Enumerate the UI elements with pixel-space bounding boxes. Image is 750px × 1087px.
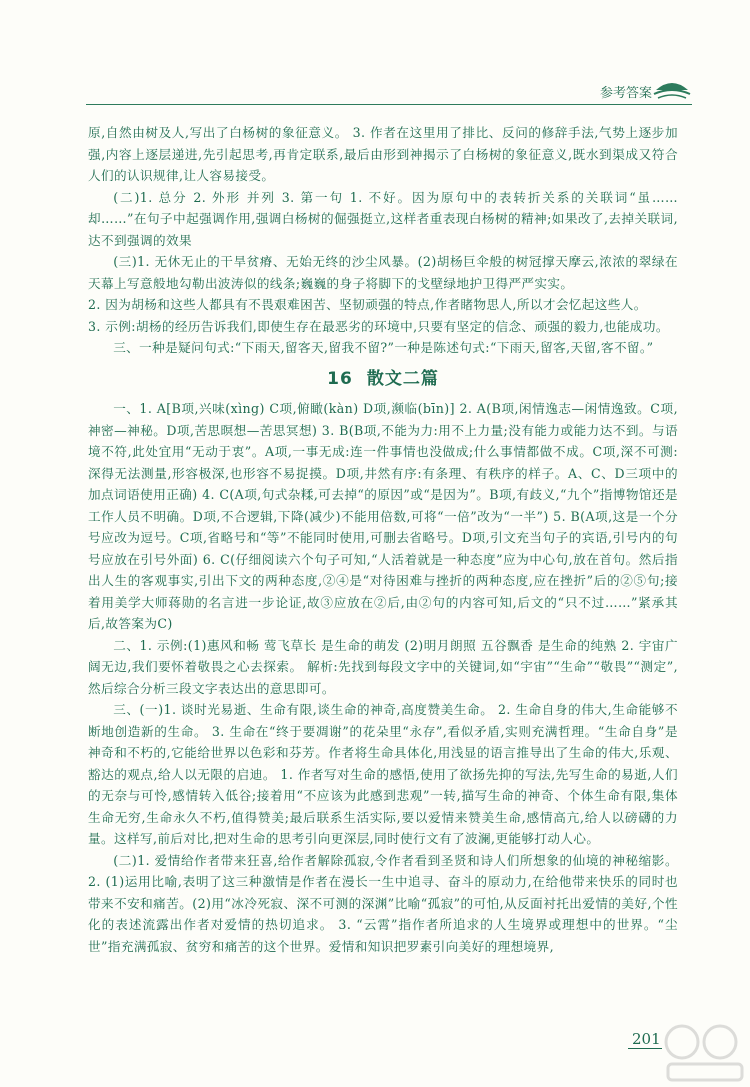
header-label: 参考答案 bbox=[599, 86, 652, 101]
paragraph: 三、(一)1. 谈时光易逝、生命有限,谈生命的神奇,高度赞美生命。 2. 生命自身的伟大,生命能够不断地创造新的生命。 3. 生命在“终于要凋谢”的花朵里“永存”,看似矛盾,实则充满哲理。“生命自身”是神奇和不朽的,它能给世界以色彩和芬芳。作者将生命具体化,用浅显的语言推导出了生命的伟大,乐观、豁达的观点,给人以无限的启迪。 1. 作者写对生命的感悟,使用了欲扬先抑的写法,先写生命的易逝,人们的无奈与可怜,感情转入低谷;接着用“不应该为此感到悲观”一转,描写生命的神奇、个体生命有限,集体生命无穷,生命永久不朽,值得赞美;最后联系生活实际,要以爱情来赞美生命,感情高亢,给人以磅礴的力量。这样写,前后对比,把对生命的思考引向更深层,同时使行文有了波澜,更能够打动人心。 bbox=[88, 702, 678, 846]
watermark-logo-icon bbox=[660, 1020, 750, 1087]
paragraph: (三)1. 无休无止的干旱贫瘠、无始无终的沙尘风暴。(2)胡杨巨伞般的树冠撑天摩云,浓浓的翠绿在天幕上写意般地勾勒出波涛似的线条;巍巍的身子将脚下的戈壁绿地护卫得严严实实。 bbox=[88, 254, 678, 291]
section-number: 16 bbox=[327, 368, 353, 389]
section-heading: 散文二篇 bbox=[366, 368, 439, 389]
paragraph: 一、1. A[B项,兴味(xìng) C项,俯瞰(kàn) D项,濒临(bīn)] 2. A(B项,闲情逸志—闲情逸致。C项,神密—神秘。D项,苦思暝想—苦思冥想) 3. B(B项,不能为力:用不上力量;没有能力或能力达不到。与语境不符,此处宜用“无动于衷”。A项,一事无成:连一件事情也没做成;什么事情都做不成。C项,深不可测:深得无法测量,形容极深,也形容不易捉摸。D项,井然有序:有条理、有秩序的样子。A、C、D三项中的加点词语使用正确) 4. C(A项,句式杂糅,可去掉“的原因”或“是因为”。B项,有歧义,“九个”指博物馆还是工作人员不明确。D项,不合逻辑,下降(减少)不能用倍数,可将“一倍”改为“一半”) 5. B(A项,这是一个分号应改为逗号。C项,省略号和“等”不能同时使用,可删去省略号。D项,引文充当句子的宾语,引号内的句号应放在引号外面) 6. C(仔细阅读六个句子可知,“人活着就是一种态度”应为中心句,放在首句。然后指出人生的客观事实,引出下文的两种态度,②④是“对待困难与挫折的两种态度,应在挫折”后的②⑤句;接着用美学大师蒋勋的名言进一步论证,故③应放在②后,由②句的内容可知,后文的“只不过……”紧承其后,故答案为C) bbox=[88, 401, 678, 631]
answer-content bbox=[88, 122, 678, 957]
paragraph: (二)1. 总分 2. 外形 并列 3. 第一句 1. 不好。因为原句中的表转折关系的关联词“虽……却……”在句子中起强调作用,强调白杨树的倔强挺立,这样者重表现白杨树的精神;如果改了,去掉关联词,达不到强调的效果 bbox=[88, 189, 678, 248]
paragraph: 3. 示例:胡杨的经历告诉我们,即使生存在最恶劣的环境中,只要有坚定的信念、顽强的毅力,也能成功。 bbox=[88, 318, 669, 334]
paragraph: (二)1. 爱情给作者带来狂喜,给作者解除孤寂,令作者看到圣贤和诗人们所想象的仙境的神秘缩影。 2. (1)运用比喻,表明了这三种激情是作者在漫长一生中追寻、奋斗的原动力,在给他带来快乐的同时也带来不安和痛苦。(2)用“冰冷死寂、深不可测的深渊”比喻“孤寂”的可怕,从反面衬托出爱情的美好,个性化的表述流露出作者对爱情的热切追求。 3. “云霄”指作者所追求的人生境界或理想中的世界。“尘世”指充满孤寂、贫穷和痛苦的这个世界。爱情和知识把罗素引向美好的理想境界, bbox=[88, 852, 678, 954]
header-rule bbox=[86, 104, 692, 105]
paragraph: 2. 因为胡杨和这些人都具有不畏艰难困苦、坚韧顽强的特点,作者睹物思人,所以才会忆起这些人。 bbox=[88, 297, 647, 312]
section-title bbox=[88, 369, 678, 391]
book-logo-icon bbox=[652, 72, 692, 104]
paragraph: 三、一种是疑问句式:“下雨天,留客天,留我不留?”一种是陈述句式:“下雨天,留客,天留,客不留。” bbox=[113, 340, 654, 355]
page-number-underline bbox=[628, 1048, 662, 1049]
page-number: 201 bbox=[632, 1030, 661, 1048]
paragraph: 二、1. 示例:(1)惠风和畅 莺飞草长 是生命的萌发 (2)明月朗照 五谷飘香 是生命的纯熟 2. 宇宙广阔无边,我们要怀着敬畏之心去探索。 解析:先找到每段文字中的关键词,如“宇宙”“生命”“敬畏”“测定”,然后综合分析三段文字表达出的意思即可。 bbox=[88, 637, 678, 696]
paragraph: 原,自然由树及人,写出了白杨树的象征意义。 3. 作者在这里用了排比、反问的修辞手法,气势上逐步加强,内容上逐层递进,先引起思考,再肯定联系,最后由形到神揭示了白杨树的象征意义,既水到渠成又符合人们的认识规律,让人容易接受。 bbox=[88, 125, 678, 183]
